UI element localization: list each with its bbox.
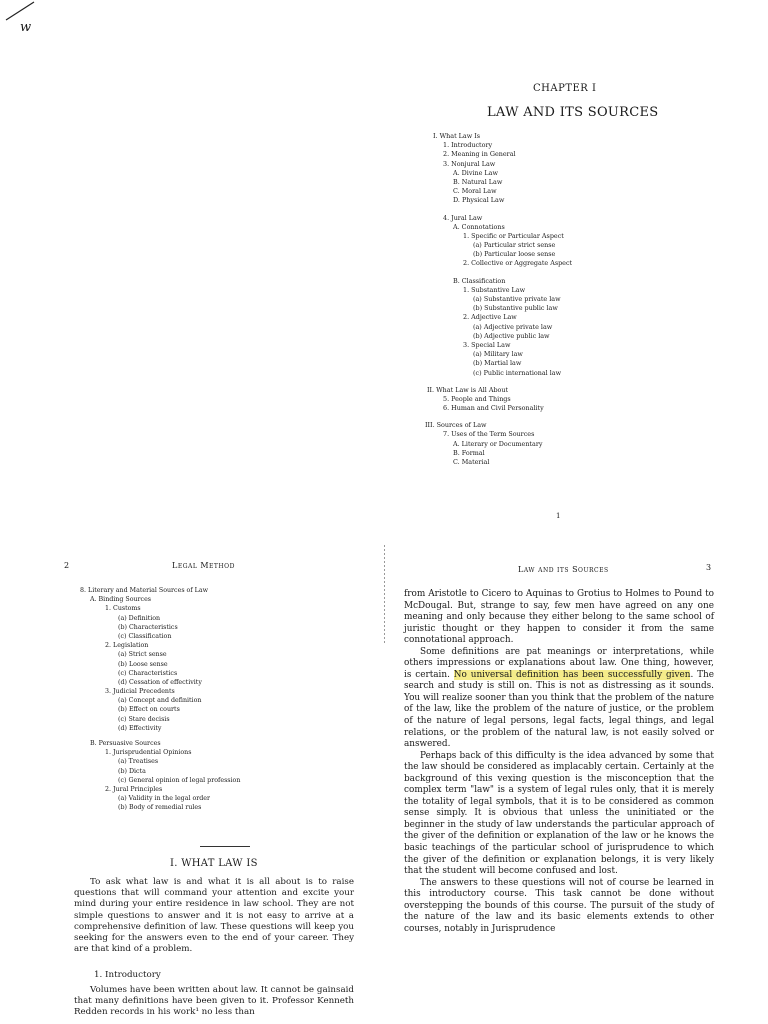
outline-item: 2. Adjective Law: [463, 313, 517, 322]
outline-item: (b) Loose sense: [118, 660, 168, 668]
outline-item: (a) Concept and definition: [118, 697, 202, 705]
page-number-right: 3: [706, 563, 712, 572]
para-text-before: Some definitions are pat meanings or interpretations, while others impressions or explanations about law. One thing, however, is certain.: [404, 646, 714, 680]
outline-item: 4. Jural Law: [443, 213, 483, 222]
intro-paragraph: To ask what law is and what it is all about is to raise questions that will command your attention and excite your mind during your entire residence in law school. They are not simple questions to answer and it is not easy to arrive at a comprehensive definition of law. These questions will keep you seeking for the answers even to the end of your career. They are that kind of a problem.: [74, 877, 354, 955]
outline-item: (a) Strict sense: [118, 651, 167, 659]
subhead-paragraph: Volumes have been written about law. It cannot be gainsaid that many definitions have been given to it. Professor Kenneth Redden records in his work¹ no less than: [74, 985, 354, 1018]
outline-item: II. What Law is All About: [427, 385, 509, 394]
outline-item: 7. Uses of the Term Sources: [443, 430, 535, 439]
outline-item: 8. Literary and Material Sources of Law: [80, 587, 208, 594]
outline-item: A. Binding Sources: [90, 596, 152, 604]
outline-item: 2. Collective or Aggregate Aspect: [463, 259, 573, 268]
outline-item: 2. Meaning in General: [443, 150, 516, 159]
outline-item: (a) Validity in the legal order: [118, 795, 211, 803]
outline-item: C. Material: [453, 458, 490, 466]
outline-item: (a) Adjective private law: [473, 322, 553, 331]
outline-item: 3. Special Law: [463, 340, 511, 349]
chapter-outline-top: [425, 132, 573, 467]
outline-item: B. Formal: [453, 448, 485, 457]
outline-item: III. Sources of Law: [425, 421, 487, 430]
body-paragraph: from Aristotle to Cicero to Aquinas to Grotius to Holmes to Pound to McDougal. But, strange to say, few men have agreed on any one meaning and only because they either belong to the same school of juristic thought or they happen to consider it from the same connotational approach.: [404, 589, 714, 646]
outline-item: A. Literary or Documentary: [453, 439, 543, 448]
para-text-after: . The search and study is still on. This is not as distressing as it sounds. You will realize sooner than you think that the problem of the nature of the law, like the problem of the nature of justice, or the problem of the nature of legal persons, legal facts, legal things, and legal relations, or the problem of the natural law, is not easily solved or answered.: [404, 669, 714, 750]
outline-item: (b) Effect on courts: [118, 706, 180, 714]
outline-item: D. Physical Law: [453, 196, 505, 205]
outline-item: 1. Jurisprudential Opinions: [105, 749, 192, 757]
body-paragraph: Perhaps back of this difficulty is the idea advanced by some that the law should be considered as implacably certain. Certainly at the background of this vexing question is the misconception that the complex term "law" is a system of legal rules only, that it is merely the totality of legal symbols, that it is to be considered as common sense simply. It is obvious that unless the uninitiated or the beginner in the study of law understands the particular approach of the giver of the definition or explanation of the law or he knows the basic teachings of the particular school of jurisprudence to which the giver of the definition or explanation belongs, it is very likely that the student will become confused and lost.: [404, 750, 714, 877]
outline-item: A. Divine Law: [453, 168, 498, 177]
margin-handwriting: w: [20, 20, 32, 35]
outline-item: (b) Martial law: [473, 359, 522, 368]
section-title: I. WHAT LAW IS: [170, 858, 258, 869]
outline-item: (b) Particular loose sense: [473, 250, 556, 259]
page-number: 1: [556, 512, 561, 520]
outline-item: (c) General opinion of legal profession: [118, 776, 241, 784]
running-head-right: Law and its Sources: [518, 565, 609, 574]
outline-item: B. Natural Law: [453, 177, 503, 186]
chapter-outline-left: [80, 586, 240, 813]
outline-item: (b) Dicta: [118, 767, 146, 775]
outline-item: I. What Law Is: [433, 132, 481, 140]
outline-item: 6. Human and Civil Personality: [443, 404, 544, 413]
outline-item: (a) Military law: [473, 350, 523, 359]
outline-item: (a) Definition: [118, 614, 161, 622]
subhead-paragraph-block: [74, 985, 354, 1019]
outline-item: (c) Public international law: [473, 368, 562, 377]
outline-item: 1. Specific or Particular Aspect: [463, 231, 564, 240]
outline-item: 2. Jural Principles: [105, 785, 163, 793]
running-head-left: Legal Method: [172, 561, 235, 570]
outline-item: (c) Stare decisis: [118, 715, 170, 723]
outline-item: 1. Customs: [105, 605, 141, 613]
highlighted-text: No universal definition has been successfully given: [453, 669, 691, 680]
outline-item: (a) Substantive private law: [473, 295, 561, 303]
section-rule: [200, 846, 250, 847]
right-page-body: [404, 589, 714, 935]
outline-item: (c) Characteristics: [118, 669, 178, 677]
body-paragraph: The answers to these questions will not of course be learned in this introductory course. This task cannot be done without overstepping the bounds of this course. The pursuit of the study of the nature of the law and its basic elements extends to other courses, notably in Jurisprudence: [404, 877, 714, 934]
margin-pen-stroke: [4, 0, 40, 22]
outline-item: B. Persuasive Sources: [90, 740, 161, 747]
outline-item: (b) Characteristics: [118, 623, 178, 631]
outline-item: (c) Classification: [118, 632, 172, 640]
chapter-title: LAW AND ITS SOURCES: [487, 105, 659, 120]
page-gutter: [384, 545, 385, 645]
outline-item: C. Moral Law: [453, 187, 497, 196]
intro-paragraph-block: [74, 877, 354, 955]
outline-item: A. Connotations: [453, 222, 505, 231]
outline-item: 3. Nonjural Law: [443, 159, 496, 168]
body-paragraph-highlighted: [404, 647, 714, 751]
outline-item: 2. Legislation: [105, 642, 149, 650]
outline-item: (b) Adjective public law: [473, 331, 550, 340]
page-number-left: 2: [64, 561, 70, 570]
outline-item: 3. Judicial Precedents: [105, 688, 175, 696]
outline-item: (d) Effectivity: [118, 724, 162, 732]
outline-item: (b) Substantive public law: [473, 304, 558, 313]
outline-item: (a) Particular strict sense: [473, 241, 556, 250]
outline-item: (a) Treatises: [118, 758, 159, 766]
chapter-label: CHAPTER I: [533, 83, 597, 94]
outline-item: 5. People and Things: [443, 394, 511, 403]
outline-item: 1. Substantive Law: [463, 285, 526, 294]
outline-item: (d) Cessation of effectivity: [118, 678, 202, 686]
outline-item: (b) Body of remedial rules: [118, 804, 202, 812]
outline-item: B. Classification: [453, 276, 506, 285]
subhead-introductory: 1. Introductory: [94, 970, 161, 980]
outline-item: 1. Introductory: [443, 141, 493, 150]
